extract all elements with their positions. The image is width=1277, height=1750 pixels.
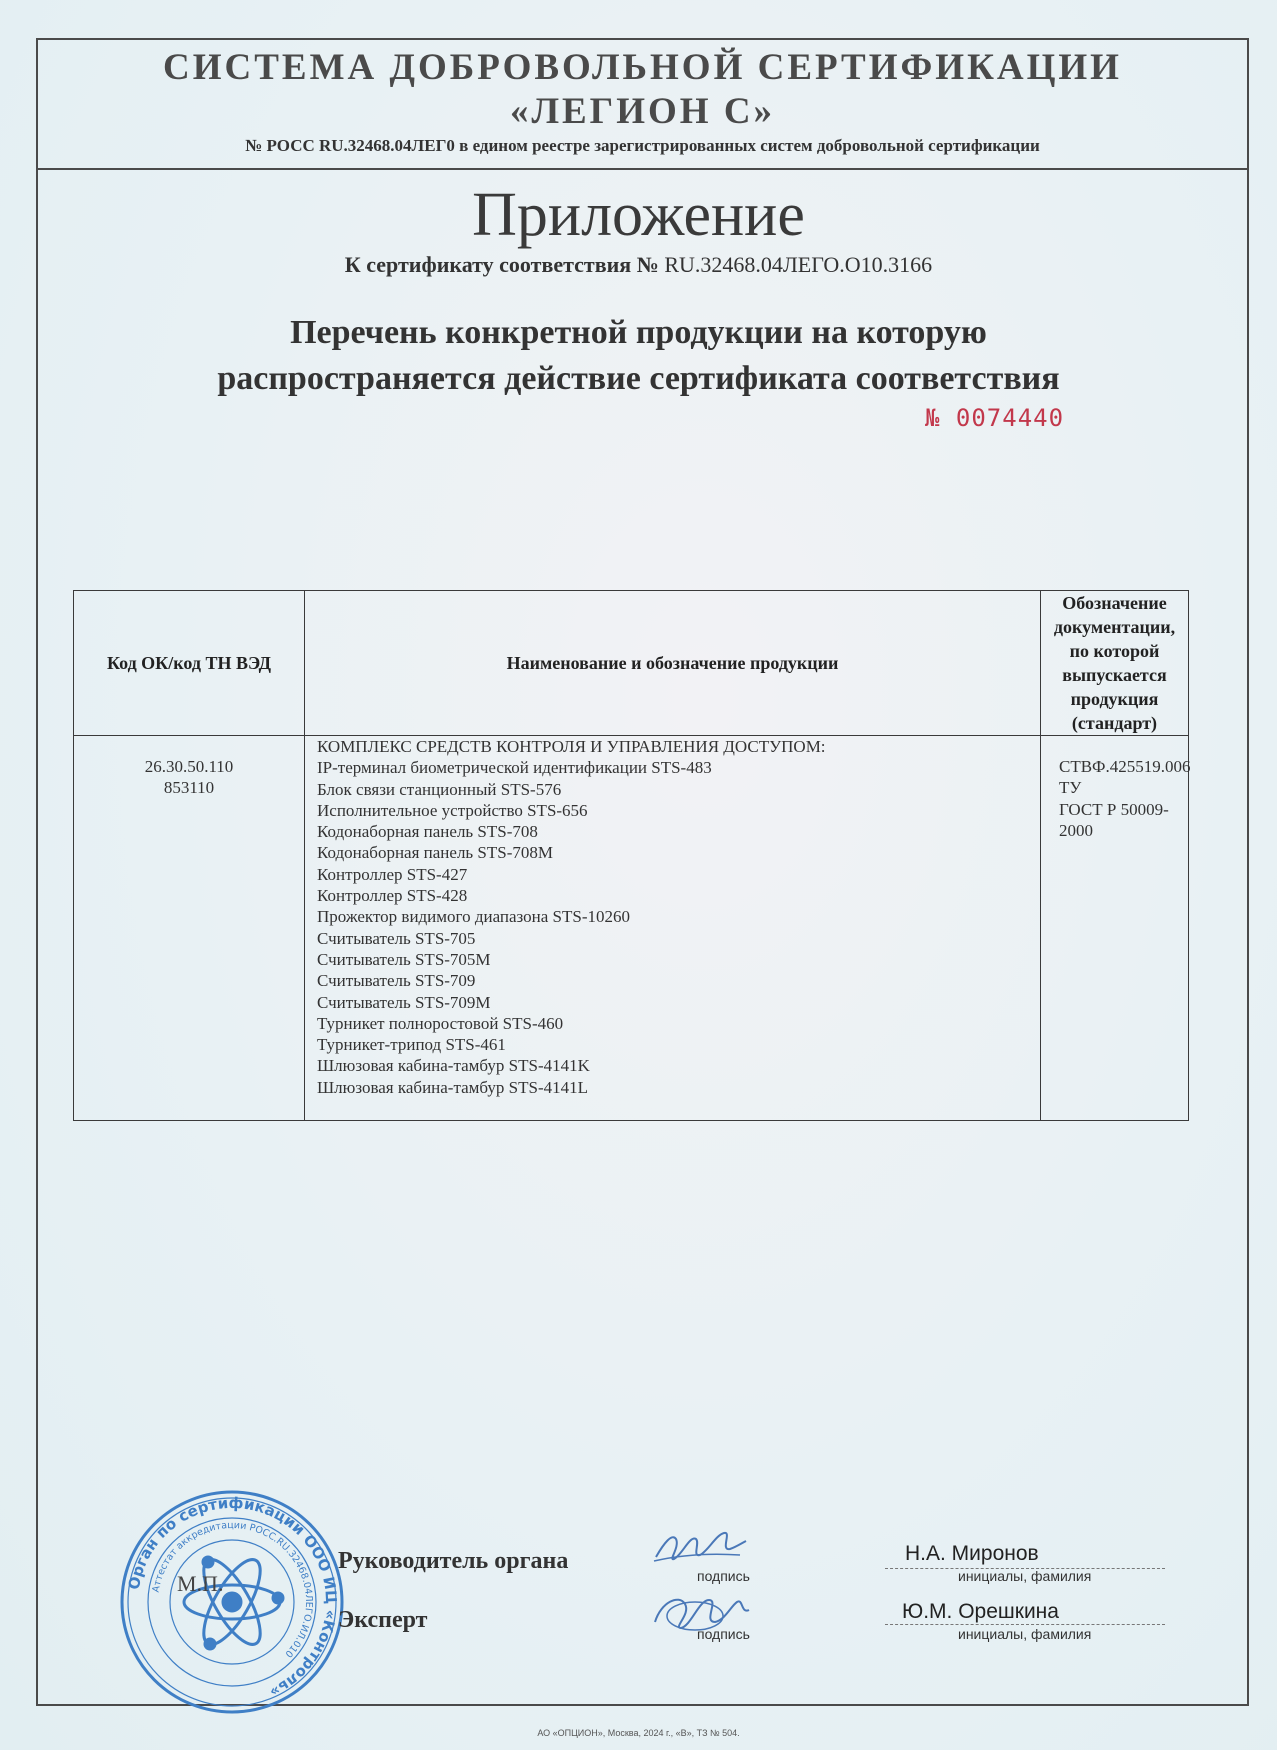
header-doc-line: Обозначение [1062,593,1167,613]
product-line: Кодонаборная панель STS-708M [317,843,553,863]
standard-line: ТУ [1059,778,1082,798]
product-list-cell [305,736,1041,1121]
code-value: 853110 [163,778,215,798]
standard-line: СТВФ.425519.006 [1059,757,1191,776]
certification-stamp [118,1488,346,1716]
certificate-number: RU.32468.04ЛЕГО.О10.3166 [664,252,933,277]
expert-name-rule [885,1624,1165,1625]
table-row [74,736,1189,1121]
product-line: КОМПЛЕКС СРЕДСТВ КОНТРОЛЯ И УПРАВЛЕНИЯ ДОСТУПОМ: [317,737,826,756]
product-line: Кодонаборная панель STS-708 [317,822,538,842]
header-doc-line: выпускается [1062,665,1167,685]
head-signature-caption: подпись [697,1568,750,1584]
standard-line: ГОСТ Р 50009- [1059,799,1169,819]
expert-signature-caption: подпись [697,1626,750,1642]
list-heading-line-1: Перечень конкретной продукции на которую [290,314,987,351]
certificate-reference [0,252,1277,278]
product-line: Шлюзовая кабина-тамбур STS-4141K [317,1056,590,1076]
product-line: Прожектор видимого диапазона STS-10260 [317,907,631,927]
header-doc [1041,591,1189,736]
code-cell [74,736,305,1121]
head-name-caption: инициалы, фамилия [958,1568,1092,1584]
appendix-title: Приложение [472,181,805,249]
head-role-label: Руководитель органа [338,1548,569,1574]
header-doc-line: по которой [1069,641,1160,661]
expert-name-caption: инициалы, фамилия [958,1626,1092,1642]
system-title: СИСТЕМА ДОБРОВОЛЬНОЙ СЕРТИФИКАЦИИ [163,47,1122,88]
product-line: Исполнительное устройство STS-656 [317,800,588,820]
head-signature-icon [650,1525,750,1570]
product-line: Считыватель STS-705M [317,949,491,969]
product-line: Шлюзовая кабина-тамбур STS-4141L [317,1077,588,1097]
certificate-label: К сертификату соответствия № [344,252,659,277]
header-block [36,38,1249,170]
standard-cell [1041,736,1189,1121]
stamp-outer-text: Орган по сертификации ООО ИЦ «Контроль» [124,1493,341,1702]
atom-icon [184,1552,283,1652]
serial-number: № 0074440 [925,404,1065,432]
expert-name: Ю.М. Орешкина [902,1600,1059,1623]
system-name: «ЛЕГИОН С» [509,91,776,132]
product-line: Турникет-трипод STS-461 [317,1035,506,1055]
product-line: Контроллер STS-427 [317,864,468,884]
product-line: Турникет полноростовой STS-460 [317,1013,564,1033]
header-code: Код ОК/код ТН ВЭД [74,591,305,736]
product-line: Считыватель STS-709 [317,971,476,991]
product-line: Блок связи станционный STS-576 [317,779,562,799]
seal-place-label: М.П. [177,1571,224,1596]
standard-line: 2000 [1059,820,1093,840]
table-header-row [74,591,1189,736]
header-name: Наименование и обозначение продукции [305,591,1041,736]
expert-role-label: Эксперт [338,1607,428,1633]
product-line: IP-терминал биометрической идентификации STS-483 [317,758,712,778]
header-doc-line: продукция [1070,689,1159,709]
registry-line: № РОСС RU.32468.04ЛЕГ0 в едином реестре зарегистрированных систем добровольной сертификации [245,136,1040,155]
product-line: Считыватель STS-705 [317,928,476,948]
list-heading [0,310,1277,402]
stamp-inner-text: Аттестат аккредитации РОСС.RU.32468.04ЛЕГО.ИЛ.010 [150,1519,315,1660]
product-line: Считыватель STS-709M [317,992,491,1012]
head-name: Н.А. Миронов [905,1542,1039,1565]
printer-imprint: АО «ОПЦИОН», Москва, 2024 г., «В», ТЗ № 504. [537,1728,740,1738]
code-value: 26.30.50.110 [144,757,234,776]
header-doc-line: (стандарт) [1071,713,1158,733]
header-doc-line: документации, [1053,617,1176,637]
product-line: Контроллер STS-428 [317,886,468,906]
list-heading-line-2: распространяется действие сертификата соответствия [217,360,1060,397]
products-table [73,590,1189,1121]
